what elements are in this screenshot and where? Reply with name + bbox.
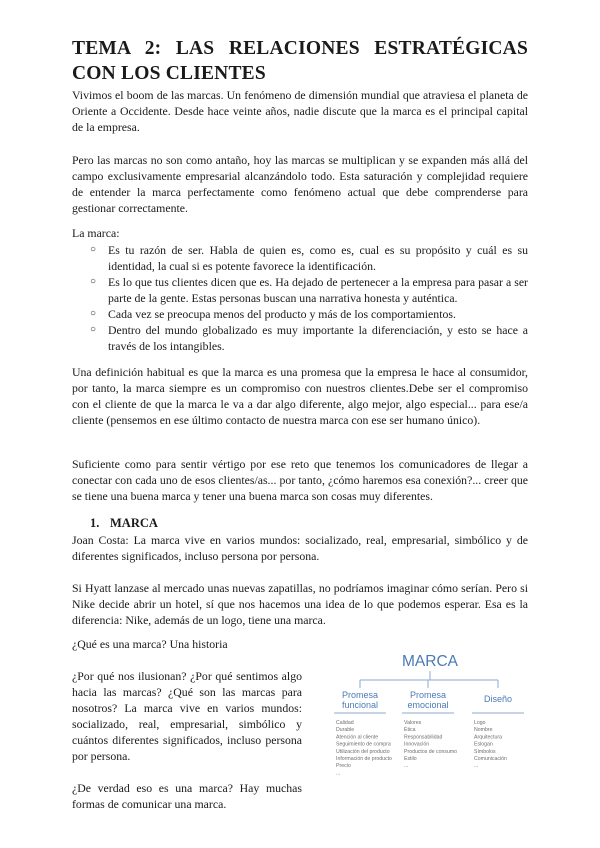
paragraph-de-verdad: ¿De verdad eso es una marca? Hay muchas formas de comunicar una marca. [72, 781, 302, 811]
marca-diagram-svg [328, 640, 532, 790]
section-number: 1. [90, 516, 100, 530]
branch-title: Promesa [409, 690, 447, 700]
paragraph-saturation: Pero las marcas no son como antaño, hoy las marcas se multiplican y se expanden más allá del campo exclusivamente empresarial alcanzándolo todo. Esta saturación y complejidad requiere de entender la marca perfectamente como fenómeno actual que debe comprenderse para gestionar correctamente. [72, 153, 528, 215]
branch-item: Valores [404, 720, 422, 726]
circle-bullet-icon: ○ [90, 308, 97, 319]
branch-item: Responsabilidad [404, 734, 443, 741]
brand-list-intro: La marca: [72, 226, 120, 240]
paragraph-definition: Una definición habitual es que la marca es una promesa que la empresa le hace al consumidor, por tanto, la marca siempre es un compromiso con nuestros clientes.Debe ser el compromiso con el cliente de que la marca le va a dar algo diferente, algo mejor, algo especial... para ese/a cliente (pensemos en ese último contacto de nuestra marca con ese ser humano único). [72, 365, 528, 427]
branch-item: Productos de consumo [404, 748, 458, 755]
list-item-text: Es tu razón de ser. Habla de quien es, como es, cual es su propósito y cuál es su identidad, la cual si es potente favorece la identificación. [108, 243, 528, 273]
branch-item: Durable [336, 727, 355, 734]
branch-item: Precio [336, 763, 351, 770]
circle-bullet-icon: ○ [90, 276, 97, 287]
marca-diagram [328, 640, 532, 790]
branch-title: Diseño [483, 694, 513, 704]
list-item-text: Dentro del mundo globalizado es muy importante la diferenciación, y esto se hace a través de los intangibles. [108, 323, 528, 353]
branch-item: Arquitectura [474, 734, 502, 741]
branch-item: Información de producto [336, 756, 392, 762]
paragraph-que-es-marca: ¿Qué es una marca? Una historia [72, 637, 228, 651]
branch-item: Innovación [404, 741, 430, 748]
branch-item: Comunicación [474, 756, 507, 762]
paragraph-ilusionan: ¿Por qué nos ilusionan? ¿Por qué sentimos algo hacia las marcas? ¿Qué son las marcas para nosotros? La marca vive en varios mundos: socializado, real, empresarial, simbólico y cuántos diferentes significados, incluso persona por persona. [72, 669, 302, 763]
diagram-connectors [360, 671, 498, 688]
branch-item: Ética [404, 727, 416, 734]
branch-item: Logo [474, 720, 486, 726]
paragraph-joan-costa: Joan Costa: La marca vive en varios mundos: socializado, real, empresarial, simbólico y de diferentes significados, incluso persona por persona. [72, 533, 528, 563]
branch-item: Calidad [336, 720, 354, 726]
circle-bullet-icon: ○ [90, 324, 97, 335]
brand-bullet-list [90, 242, 528, 354]
branch-item: ... [336, 770, 341, 777]
paragraph-hyatt-nike: Si Hyatt lanzase al mercado unas nuevas zapatillas, no podríamos imaginar cómo serían. Pero si Nike decide abrir un hotel, sí que nos hacemos una idea de lo que podemos esperar. Esa es la diferencia: Nike, además de un logo, tiene una marca. [72, 581, 528, 627]
paragraph-vertigo: Suficiente como para sentir vértigo por ese reto que tenemos los comunicadores de llegar a conectar con cada uno de esos clientes/as... por tanto, ¿cómo haremos esa conexión?... creer que se tiene una buena marca y tener una buena marca son cosas muy diferentes. [72, 457, 528, 503]
branch-title-line2: emocional [407, 700, 449, 710]
list-item-text: Es lo que tus clientes dicen que es. Ha dejado de pertenecer a la empresa para pasar a ser parte de la gente. Estas personas buscan una narrativa honesta y auténtica. [108, 275, 528, 305]
page-title: TEMA 2: LAS RELACIONES ESTRATÉGICAS CON LOS CLIENTES [72, 38, 528, 84]
branch-item: Eslogan [474, 741, 493, 748]
section-heading-marca [90, 515, 158, 531]
branch-item: ... [404, 763, 409, 770]
branch-item: Nombre [474, 727, 493, 734]
branch-title: Promesa [341, 690, 379, 700]
list-item [90, 274, 528, 306]
list-item [90, 306, 528, 322]
branch-item: Símbolos [474, 748, 496, 755]
branch-title-line2: funcional [341, 700, 379, 710]
branch-item: Atención al cliente [336, 734, 379, 741]
diagram-root-label: MARCA [402, 653, 458, 670]
list-item [90, 242, 528, 274]
branch-item: Estilo [404, 756, 417, 762]
diagram-branches [334, 690, 524, 776]
branch-item: Seguimiento de compra [336, 741, 391, 748]
list-item-text: Cada vez se preocupa menos del producto y más de los comportamientos. [108, 307, 456, 321]
section-title: MARCA [110, 516, 158, 530]
branch-item: Utilización del producto [336, 748, 390, 755]
circle-bullet-icon: ○ [90, 244, 97, 255]
branch-item: ... [474, 763, 479, 770]
intro-paragraph: Vivimos el boom de las marcas. Un fenómeno de dimensión mundial que atraviesa el planeta de Oriente a Occidente. Desde hace veinte años, nadie discute que la marca es el principal capital de la empresa. [72, 88, 528, 134]
list-item [90, 322, 528, 354]
